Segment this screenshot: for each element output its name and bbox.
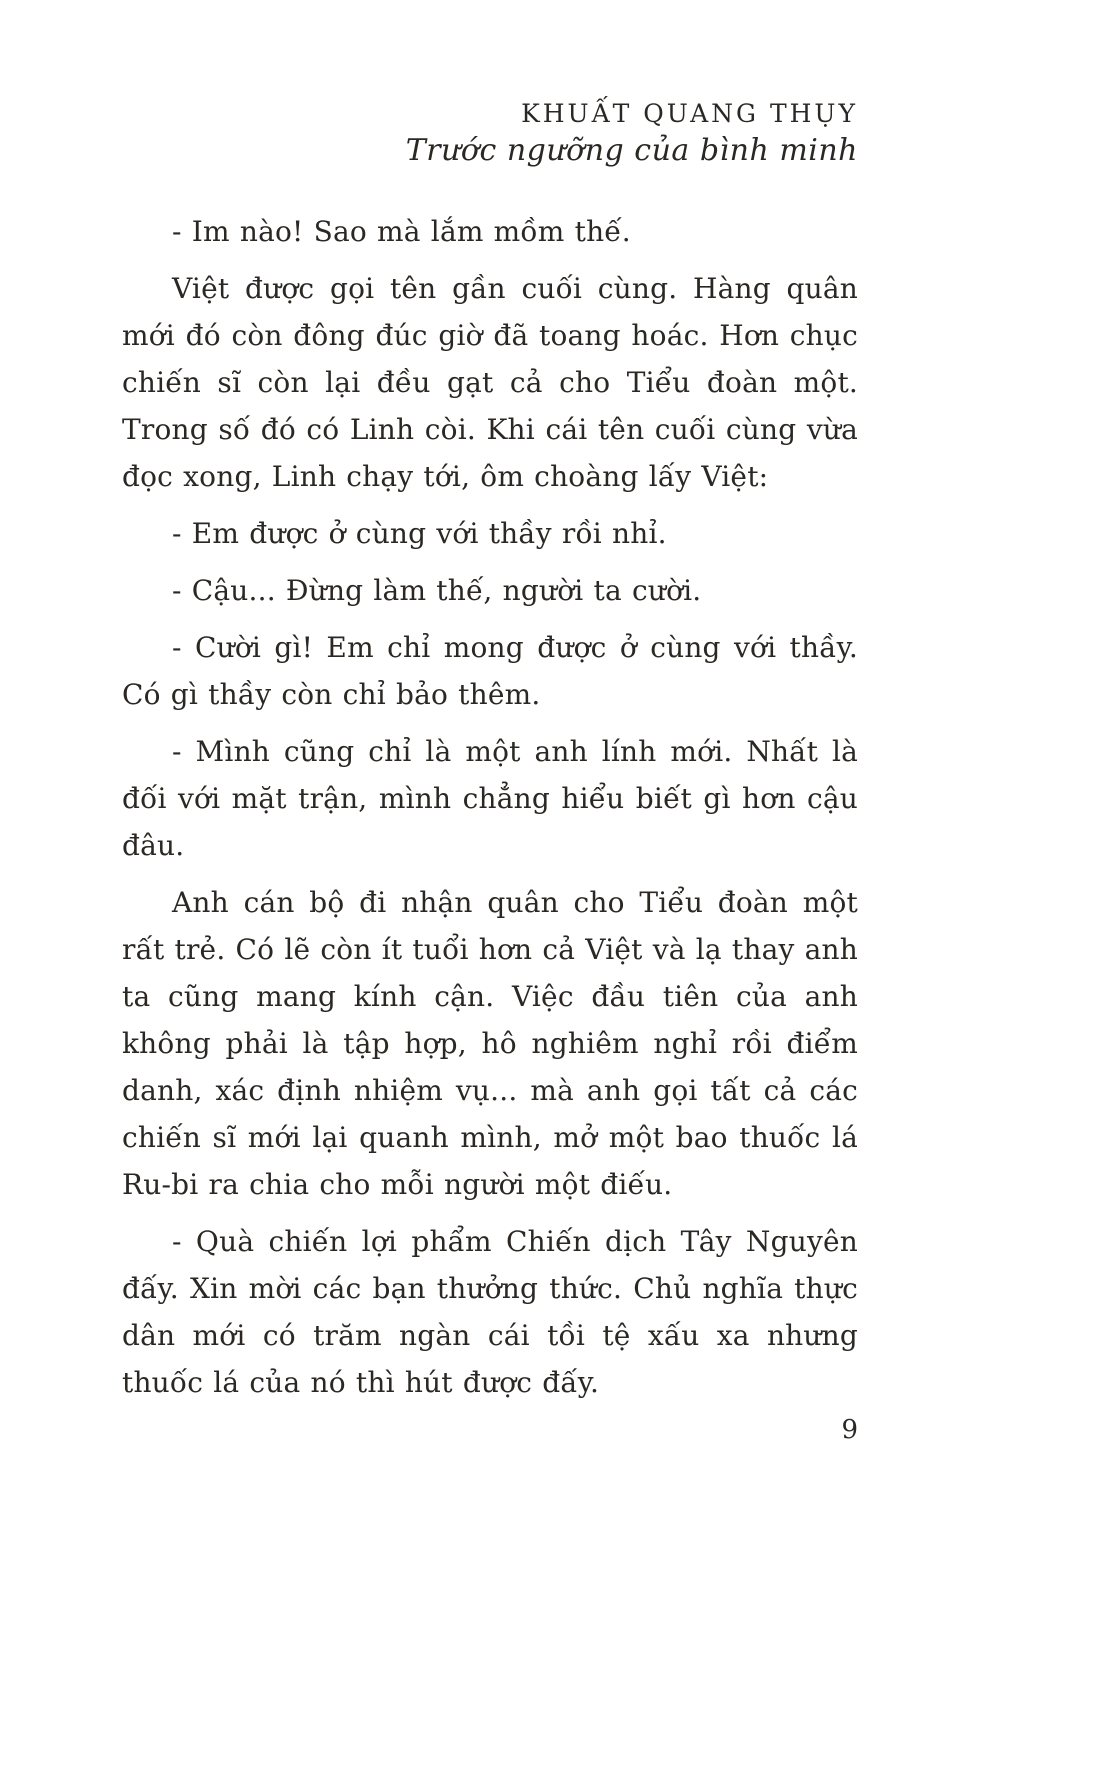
body-text bbox=[122, 208, 858, 1406]
paragraph: - Em được ở cùng với thầy rồi nhỉ. bbox=[172, 517, 667, 550]
content-column bbox=[122, 98, 858, 1416]
paragraph: - Cậu... Đừng làm thế, người ta cười. bbox=[172, 574, 702, 607]
paragraph: Anh cán bộ đi nhận quân cho Tiểu đoàn một rất trẻ. Có lẽ còn ít tuổi hơn cả Việt và lạ thay anh ta cũng mang kính cận. Việc đầu tiên của anh không phải là tập hợp, hô nghiêm nghỉ rồi điểm danh, xác định nhiệm vụ... mà anh gọi tất cả các chiến sĩ mới lại quanh mình, mở một bao thuốc lá Ru-bi ra chia cho mỗi người một điếu. bbox=[122, 886, 858, 1201]
page-header bbox=[122, 98, 858, 170]
paragraph: - Cười gì! Em chỉ mong được ở cùng với thầy. Có gì thầy còn chỉ bảo thêm. bbox=[122, 631, 858, 711]
paragraph: - Im nào! Sao mà lắm mồm thế. bbox=[172, 215, 631, 248]
page-header-author: KHUẤT QUANG THỤY bbox=[521, 99, 858, 128]
page-header-book-title: Trước ngưỡng của bình minh bbox=[405, 133, 858, 168]
paragraph: Việt được gọi tên gần cuối cùng. Hàng quân mới đó còn đông đúc giờ đã toang hoác. Hơn chục chiến sĩ còn lại đều gạt cả cho Tiểu đoàn một. Trong số đó có Linh còi. Khi cái tên cuối cùng vừa đọc xong, Linh chạy tới, ôm choàng lấy Việt: bbox=[122, 272, 858, 493]
paragraph: - Quà chiến lợi phẩm Chiến dịch Tây Nguyên đấy. Xin mời các bạn thưởng thức. Chủ nghĩa thực dân mới có trăm ngàn cái tồi tệ xấu xa nhưng thuốc lá của nó thì hút được đấy. bbox=[122, 1225, 858, 1399]
paragraph: - Mình cũng chỉ là một anh lính mới. Nhất là đối với mặt trận, mình chẳng hiểu biết gì hơn cậu đâu. bbox=[122, 735, 858, 862]
page-number: 9 bbox=[841, 1415, 858, 1445]
